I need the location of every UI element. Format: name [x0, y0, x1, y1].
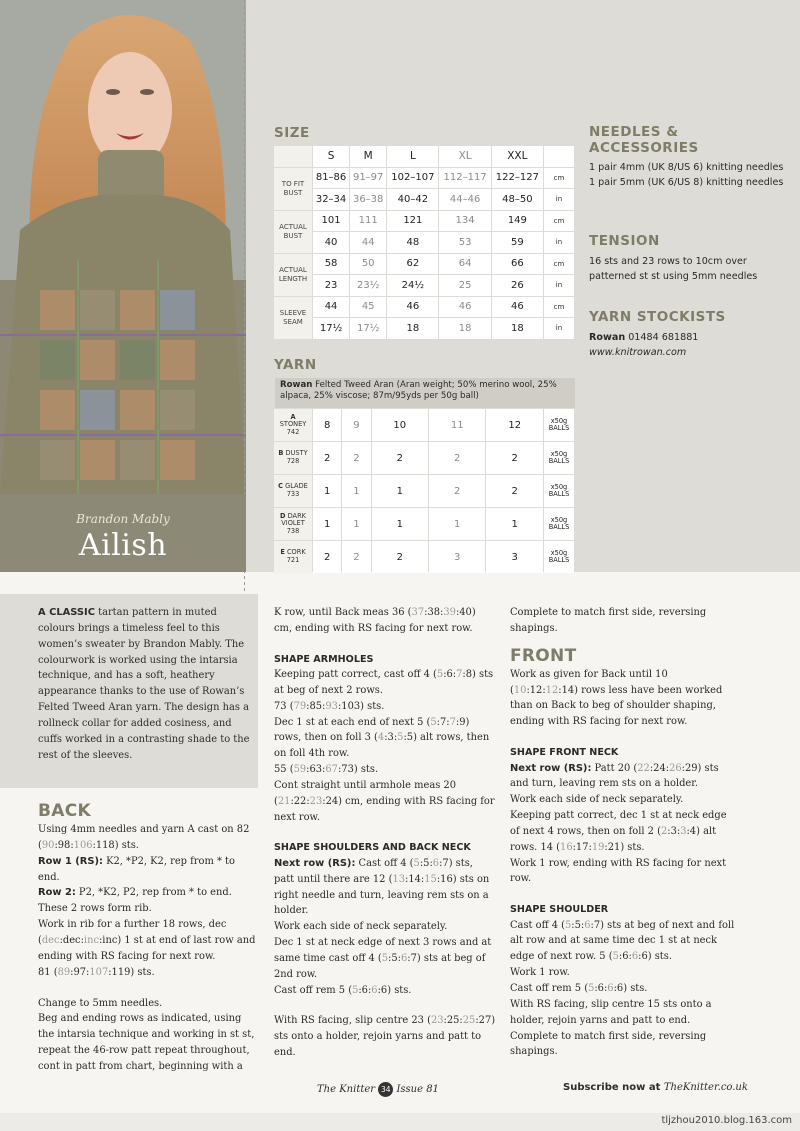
unit-cell: x50g BALLS: [544, 541, 574, 573]
stockists-section: [589, 310, 789, 360]
instruction: Next row (RS): Patt 20 (22:24:26:29) sts and turn, leaving rem sts on a holder.: [510, 762, 719, 790]
instruction: With RS facing, slip centre 15 sts onto a holder, rejoin yarns and patt to end.: [510, 998, 712, 1026]
table-row: [274, 475, 574, 507]
front-heading: FRONT: [510, 645, 577, 666]
table-cell: 62: [387, 254, 438, 275]
designer-name: Brandon Mably: [76, 512, 170, 526]
table-row: [274, 409, 574, 441]
table-cell: 26: [492, 275, 543, 296]
table-cell: 25: [439, 275, 490, 296]
table-cell: 121: [387, 211, 438, 232]
table-cell: 2: [313, 541, 341, 573]
table-cell: 44: [313, 297, 349, 318]
table-cell: 23½: [350, 275, 386, 296]
row-label: ACTUAL LENGTH: [274, 254, 312, 296]
unit-cell: in: [544, 318, 574, 339]
table-cell: 2: [372, 541, 428, 573]
instruction: 73 (79:85:93:103) sts.: [274, 700, 385, 712]
table-cell: 12: [486, 409, 543, 441]
corner-cell: [274, 146, 312, 167]
table-cell: 44–46: [439, 189, 490, 210]
table-row: [274, 541, 574, 573]
unit-cell: x50g BALLS: [544, 508, 574, 540]
unit-cell: x50g BALLS: [544, 409, 574, 441]
instruction: Cast off rem 5 (5:6:6:6) sts.: [274, 984, 412, 996]
table-row: [274, 189, 574, 210]
table-cell: 2: [313, 442, 341, 474]
instruction: Keeping patt correct, cast off 4 (5:6:7:8) sts at beg of next 2 rows.: [274, 669, 494, 696]
front-section: [510, 605, 736, 1060]
instruction: Change to 5mm needles.: [38, 997, 163, 1009]
unit-cell: in: [544, 189, 574, 210]
page-number: 34: [378, 1082, 393, 1097]
table-cell: 32–34: [313, 189, 349, 210]
table-cell: 101: [313, 211, 349, 232]
colour-label: A STONEY 742: [274, 409, 312, 441]
table-cell: 102–107: [387, 168, 438, 189]
pattern-title: Ailish: [78, 528, 168, 563]
colour-label: E CORK 721: [274, 541, 312, 573]
size-xl: XL: [439, 146, 490, 167]
table-cell: 8: [313, 409, 341, 441]
instruction: Cont straight until armhole meas 20 (21:22:23:24) cm, ending with RS facing for next row.: [274, 779, 495, 823]
yarn-description: [275, 378, 575, 408]
instruction: Work in rib for a further 18 rows, dec (dec:dec:inc:inc) 1 st at end of last row and ending with RS facing for next row.: [38, 919, 256, 962]
instruction: Row 1 (RS): K2, *P2, K2, rep from * to end.: [38, 855, 235, 883]
size-table: [273, 145, 575, 340]
table-cell: 58: [313, 254, 349, 275]
table-cell: 46: [387, 297, 438, 318]
instruction: Next row (RS): Cast off 4 (5:5:6:7) sts, patt until there are 12 (13:14:15:16) sts on right needle and turn, leaving rem sts on a holder.: [274, 857, 490, 917]
instruction: Beg and ending rows as indicated, using the intarsia technique and working in st st, repeat the 46-row patt repeat throughout, cont in patt from chart, beginning with a: [38, 1013, 255, 1072]
table-cell: 1: [313, 475, 341, 507]
unit-cell: x50g BALLS: [544, 475, 574, 507]
intro-text: A CLASSIC tartan pattern in muted colours brings a timeless feel to this women’s sweater by Brandon Mably. The colourwork is worked using the intarsia technique, and has a soft, heathery appearance thanks to the use of Rowan’s Felted Tweed Aran yarn. The design has a rollneck collar for added cosiness, and cuffs worked in a contrasting shade to the rest of the sleeves.: [38, 607, 250, 761]
instruction: Dec 1 st at each end of next 5 (5:7:7:9) rows, then on foll 3 (4:3:5:5) alt rows, then on foll 4th row.: [274, 716, 490, 760]
tension-text: 16 sts and 23 rows to 10cm over patterned st st using 5mm needles: [589, 255, 758, 282]
row-label: TO FIT BUST: [274, 168, 312, 210]
subscribe-link[interactable]: TheKnitter.co.uk: [663, 1082, 748, 1093]
table-cell: 66: [492, 254, 543, 275]
instruction: Using 4mm needles and yarn A cast on 82 (90:98:106:118) sts.: [38, 824, 250, 851]
footer-issue: The Knitter 34 Issue 81: [317, 1084, 439, 1095]
instruction: With RS facing, slip centre 23 (23:25:25:27) sts onto a holder, rejoin yarns and patt to end.: [274, 1015, 496, 1059]
table-cell: 48: [387, 232, 438, 253]
needles-line: 1 pair 5mm (UK 6/US 8) knitting needles: [589, 177, 784, 189]
size-header-row: [274, 146, 574, 167]
footer-subscribe: Subscribe now at TheKnitter.co.uk: [563, 1082, 748, 1093]
instruction: Complete to match first side, reversing shapings.: [510, 607, 707, 634]
table-cell: 11: [429, 409, 485, 441]
table-cell: 2: [429, 475, 485, 507]
tension-section: [589, 234, 789, 284]
table-cell: 36–38: [350, 189, 386, 210]
instruction: Complete to match first side, reversing shapings.: [510, 1030, 707, 1058]
unit-cell: cm: [544, 168, 574, 189]
table-cell: 2: [342, 442, 370, 474]
table-cell: 64: [439, 254, 490, 275]
size-m: M: [350, 146, 386, 167]
table-cell: 81–86: [313, 168, 349, 189]
instruction: Work as given for Back until 10 (10:12:12:14) rows less have been worked than on Back to beg of shoulder shaping, ending with RS facing for next row.: [510, 668, 723, 728]
intro-lead: A CLASSIC: [38, 607, 95, 618]
instruction: Work each side of neck separately.: [274, 921, 448, 933]
title-box: [0, 494, 246, 572]
table-row: [274, 442, 574, 474]
table-cell: 18: [492, 318, 543, 339]
table-cell: 1: [342, 475, 370, 507]
table-cell: 2: [342, 541, 370, 573]
table-row: [274, 297, 574, 318]
table-cell: 17½: [350, 318, 386, 339]
instruction: Keeping patt correct, dec 1 st at neck edge of next 4 rows, then on foll 2 (2:3:3:4) alt rows. 14 (16:17:19:21) sts.: [510, 810, 727, 853]
table-row: [274, 254, 574, 275]
table-cell: 3: [429, 541, 485, 573]
table-cell: 46: [492, 297, 543, 318]
armhole-section: [274, 605, 496, 1061]
stockists-heading: YARN STOCKISTS: [589, 309, 726, 325]
table-cell: 1: [486, 508, 543, 540]
table-cell: 59: [492, 232, 543, 253]
table-cell: 3: [486, 541, 543, 573]
instruction: Cast off rem 5 (5:6:6:6) sts.: [510, 982, 648, 994]
table-cell: 23: [313, 275, 349, 296]
instruction: Dec 1 st at neck edge of next 3 rows and at same time cast off 4 (5:5:6:7) sts at beg of 2nd row.: [274, 937, 492, 980]
row-label: ACTUAL BUST: [274, 211, 312, 253]
instruction: Cast off 4 (5:5:6:7) sts at beg of next and foll alt row and at same time dec 1 st at neck edge of next row. 5 (5:6:6:6) sts.: [510, 919, 735, 963]
table-cell: 50: [350, 254, 386, 275]
table-cell: 44: [350, 232, 386, 253]
row-label: SLEEVE SEAM: [274, 297, 312, 339]
needles-section: [589, 125, 789, 190]
table-cell: 2: [429, 442, 485, 474]
table-cell: 40–42: [387, 189, 438, 210]
needles-line: 1 pair 4mm (UK 8/US 6) knitting needles: [589, 162, 784, 174]
table-cell: 2: [372, 442, 428, 474]
table-cell: 1: [372, 475, 428, 507]
size-xxl: XXL: [492, 146, 543, 167]
instruction: K row, until Back meas 36 (37:38:39:40) cm, ending with RS facing for next row.: [274, 607, 476, 634]
stockist-brand: Rowan: [589, 331, 626, 343]
instruction: 55 (59:63:67:73) sts.: [274, 764, 379, 776]
instruction: Row 2: P2, *K2, P2, rep from * to end.: [38, 887, 232, 899]
table-cell: 10: [372, 409, 428, 441]
instruction: Work 1 row.: [510, 967, 570, 979]
colour-label: D DARK VIOLET 738: [274, 508, 312, 540]
table-cell: 48–50: [492, 189, 543, 210]
tension-heading: TENSION: [589, 233, 660, 249]
size-s: S: [313, 146, 349, 167]
stockist-phone: 01484 681881: [625, 331, 699, 343]
table-cell: 149: [492, 211, 543, 232]
table-cell: 40: [313, 232, 349, 253]
table-cell: 53: [439, 232, 490, 253]
table-cell: 46: [439, 297, 490, 318]
table-cell: 122–127: [492, 168, 543, 189]
table-row: [274, 168, 574, 189]
instruction: 81 (89:97:107:119) sts.: [38, 966, 155, 978]
table-row: [274, 211, 574, 232]
table-cell: 1: [342, 508, 370, 540]
unit-cell: in: [544, 232, 574, 253]
table-cell: 9: [342, 409, 370, 441]
unit-cell: cm: [544, 254, 574, 275]
table-cell: 45: [350, 297, 386, 318]
unit-cell: x50g BALLS: [544, 442, 574, 474]
colour-label: C GLADE 733: [274, 475, 312, 507]
needles-heading: NEEDLES & ACCESSORIES: [589, 124, 699, 156]
table-row: [274, 275, 574, 296]
table-cell: 2: [486, 442, 543, 474]
yarn-spec: Felted Tweed Aran (Aran weight; 50% merino wool, 25% alpaca, 25% viscose; 87m/95yds per 50g ball): [280, 380, 557, 402]
unit-blank: [544, 146, 574, 167]
instruction: These 2 rows form rib.: [38, 903, 152, 915]
size-l: L: [387, 146, 438, 167]
armholes-heading: SHAPE ARMHOLES: [274, 653, 374, 665]
colour-label: B DUSTY 728: [274, 442, 312, 474]
instruction: Work each side of neck separately.: [510, 794, 684, 806]
shoulder-heading: SHAPE SHOULDER: [510, 904, 609, 916]
yarn-heading: YARN: [274, 357, 317, 373]
back-section: [38, 800, 258, 1075]
table-cell: 1: [372, 508, 428, 540]
yarn-table: [273, 408, 575, 574]
front-neck-heading: SHAPE FRONT NECK: [510, 747, 619, 759]
unit-cell: cm: [544, 211, 574, 232]
table-cell: 112–117: [439, 168, 490, 189]
back-heading: BACK: [38, 801, 91, 821]
stockist-link[interactable]: www.knitrowan.com: [589, 346, 687, 358]
table-cell: 134: [439, 211, 490, 232]
shoulders-heading: SHAPE SHOULDERS AND BACK NECK: [274, 842, 471, 854]
unit-cell: in: [544, 275, 574, 296]
table-row: [274, 232, 574, 253]
table-cell: 18: [439, 318, 490, 339]
table-cell: 1: [429, 508, 485, 540]
table-cell: 18: [387, 318, 438, 339]
table-row: [274, 508, 574, 540]
table-row: [274, 318, 574, 339]
watermark: tljzhou2010.blog.163.com: [661, 1115, 792, 1126]
table-cell: 2: [486, 475, 543, 507]
yarn-brand: Rowan: [280, 380, 313, 390]
unit-cell: cm: [544, 297, 574, 318]
model-photo: [0, 0, 246, 494]
table-cell: 111: [350, 211, 386, 232]
table-cell: 1: [313, 508, 341, 540]
table-cell: 24½: [387, 275, 438, 296]
instruction: Work 1 row, ending with RS facing for next row.: [510, 857, 727, 885]
size-heading: SIZE: [274, 125, 310, 141]
table-cell: 91–97: [350, 168, 386, 189]
table-cell: 17½: [313, 318, 349, 339]
